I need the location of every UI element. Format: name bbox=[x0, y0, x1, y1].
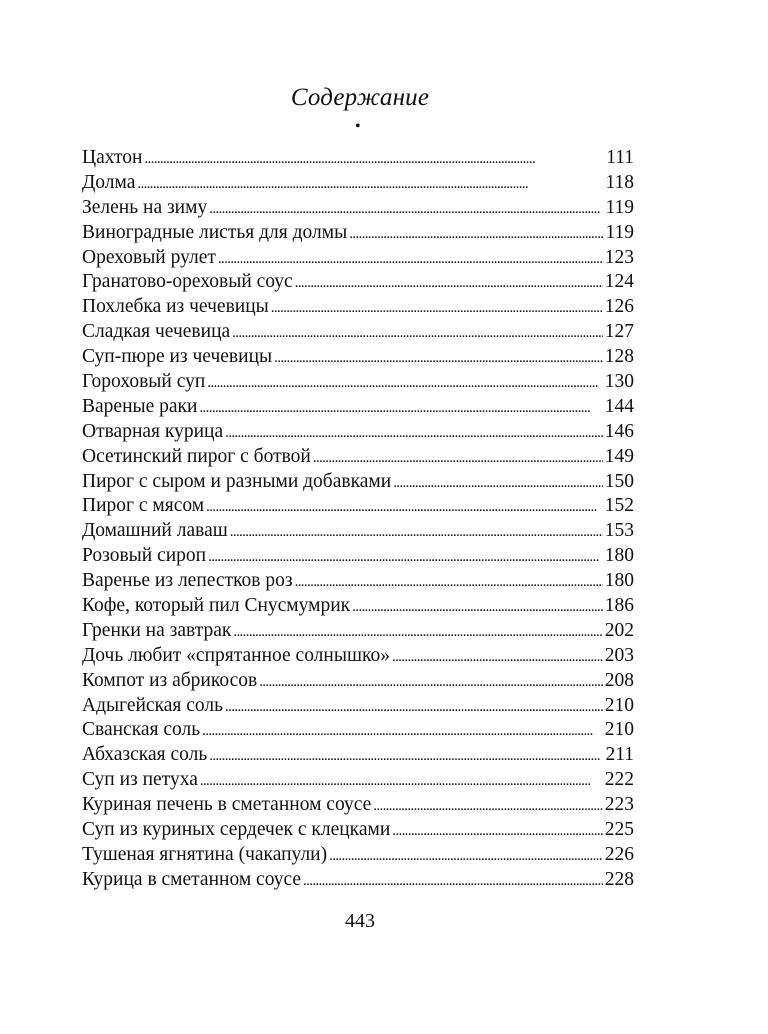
dot-leader bbox=[259, 670, 603, 695]
toc-entry-page: 146 bbox=[604, 420, 634, 442]
toc-entry-title: Ореховый рулет bbox=[82, 246, 216, 268]
page-number: 443 bbox=[345, 910, 375, 932]
dot-leader bbox=[271, 296, 603, 321]
toc-entry bbox=[82, 370, 634, 395]
dot-leader bbox=[218, 247, 603, 272]
toc-entry-title: Сладкая чечевица bbox=[82, 321, 231, 343]
toc-entry-title: Гороховый суп bbox=[82, 371, 206, 393]
dot-leader bbox=[295, 271, 603, 296]
toc-entry-page: 180 bbox=[604, 545, 634, 567]
dot-leader bbox=[392, 819, 602, 844]
toc-entry bbox=[82, 221, 634, 246]
toc-entry bbox=[82, 843, 634, 868]
toc-entry bbox=[82, 768, 634, 793]
toc-entry bbox=[82, 868, 634, 893]
toc-entry-title: Вареные раки bbox=[82, 395, 198, 417]
toc-entry-title: Осетинский пирог с ботвой bbox=[82, 445, 311, 467]
toc-entry bbox=[82, 544, 634, 569]
toc-entry-page: 127 bbox=[604, 321, 634, 343]
toc-entry-page: 203 bbox=[604, 644, 634, 666]
toc-entry bbox=[82, 196, 634, 221]
toc-entry-title: Домашний лаваш bbox=[82, 520, 228, 542]
dot-leader bbox=[209, 744, 603, 769]
toc-entry-page: 186 bbox=[604, 595, 634, 617]
toc-entry-page: 226 bbox=[604, 843, 634, 865]
toc-entry bbox=[82, 345, 634, 370]
dot-leader bbox=[209, 197, 603, 222]
dot-leader bbox=[200, 769, 603, 794]
dot-leader bbox=[199, 396, 602, 421]
toc-entry-title: Дочь любит «спрятанное солнышко» bbox=[82, 644, 390, 666]
toc-entry-title: Виноградные листья для долмы bbox=[82, 221, 348, 243]
toc-entry bbox=[82, 694, 634, 719]
toc-entry-title: Сванская соль bbox=[82, 719, 201, 741]
dot-leader bbox=[207, 371, 602, 396]
toc-entry-page: 180 bbox=[604, 570, 634, 592]
toc-entry bbox=[82, 818, 634, 843]
toc-entry bbox=[82, 743, 634, 768]
toc-entry bbox=[82, 420, 634, 445]
dot-leader bbox=[303, 869, 603, 894]
toc-entry-title: Суп из куриных сердечек с клецками bbox=[82, 819, 391, 841]
toc-entry-page: 211 bbox=[605, 744, 634, 766]
toc-entry-title: Долма bbox=[82, 171, 136, 193]
toc-entry-page: 124 bbox=[604, 271, 634, 293]
dot-leader bbox=[233, 620, 602, 645]
toc-entry-page: 128 bbox=[604, 346, 634, 368]
toc-entry bbox=[82, 519, 634, 544]
dot-leader bbox=[208, 545, 603, 570]
toc-entry-title: Курица в сметанном соусе bbox=[82, 868, 302, 890]
toc-entry-page: 111 bbox=[606, 147, 634, 168]
toc-entry-page: 149 bbox=[604, 445, 634, 467]
toc-entry-title: Цахтон bbox=[82, 147, 143, 168]
toc-entry-title: Зелень на зиму bbox=[82, 196, 208, 218]
title-ornament-bullet: • bbox=[355, 118, 361, 135]
toc-entry-title: Адыгейская соль bbox=[82, 694, 224, 716]
toc-entry bbox=[82, 619, 634, 644]
toc-entry-title: Компот из абрикосов bbox=[82, 669, 258, 691]
toc-entry-title: Пирог с мясом bbox=[82, 495, 205, 517]
toc-entry-page: 223 bbox=[604, 794, 634, 816]
toc-entry bbox=[82, 569, 634, 594]
toc-entry bbox=[82, 270, 634, 295]
toc-entry bbox=[82, 644, 634, 669]
toc-entry-page: 228 bbox=[604, 868, 634, 890]
toc-entry bbox=[82, 470, 634, 495]
toc-entry-title: Куриная печень в сметанном соусе bbox=[82, 794, 372, 816]
toc-entry-page: 152 bbox=[604, 495, 634, 517]
toc-entry-page: 208 bbox=[604, 669, 634, 691]
table-of-contents bbox=[82, 146, 634, 893]
toc-entry-title: Кофе, который пил Снусмумрик bbox=[82, 595, 351, 617]
toc-entry-page: 225 bbox=[604, 819, 634, 841]
toc-entry-title: Розовый сироп bbox=[82, 545, 207, 567]
dot-leader bbox=[329, 844, 603, 869]
dot-leader bbox=[274, 346, 603, 371]
toc-entry bbox=[82, 718, 634, 743]
dot-leader bbox=[349, 222, 603, 247]
toc-entry-title: Тушеная ягнятина (чакапули) bbox=[82, 843, 328, 865]
toc-entry-title: Гранатово-ореховый соус bbox=[82, 271, 293, 293]
toc-entry-page: 118 bbox=[605, 171, 634, 193]
toc-entry-page: 210 bbox=[604, 694, 634, 716]
dot-leader bbox=[313, 446, 603, 471]
toc-entry-page: 119 bbox=[605, 221, 634, 243]
dot-leader bbox=[373, 794, 602, 819]
dot-leader bbox=[295, 570, 603, 595]
dot-leader bbox=[230, 520, 603, 545]
dot-leader bbox=[352, 595, 603, 620]
toc-entry bbox=[82, 445, 634, 470]
toc-entry-title: Гренки на завтрак bbox=[82, 619, 232, 641]
page-title: Содержание bbox=[290, 84, 430, 111]
toc-entry bbox=[82, 295, 634, 320]
dot-leader bbox=[202, 719, 603, 744]
toc-entry-title: Суп-пюре из чечевицы bbox=[82, 346, 273, 368]
toc-entry-title: Абхазская соль bbox=[82, 744, 208, 766]
toc-entry bbox=[82, 146, 634, 171]
toc-entry bbox=[82, 793, 634, 818]
dot-leader bbox=[392, 645, 603, 670]
toc-entry-page: 126 bbox=[604, 296, 634, 318]
toc-entry-page: 210 bbox=[604, 719, 634, 741]
toc-entry bbox=[82, 594, 634, 619]
dot-leader bbox=[232, 321, 603, 346]
toc-entry bbox=[82, 171, 634, 196]
toc-entry bbox=[82, 246, 634, 271]
toc-entry bbox=[82, 494, 634, 519]
toc-entry-page: 153 bbox=[604, 520, 634, 542]
dot-leader bbox=[206, 495, 603, 520]
toc-entry-page: 144 bbox=[604, 395, 634, 417]
toc-entry-page: 222 bbox=[604, 769, 634, 791]
dot-leader bbox=[225, 695, 603, 720]
toc-entry bbox=[82, 395, 634, 420]
dot-leader bbox=[225, 421, 603, 446]
toc-entry-title: Отварная курица bbox=[82, 420, 224, 442]
toc-entry bbox=[82, 320, 634, 345]
toc-entry-title: Похлебка из чечевицы bbox=[82, 296, 269, 318]
dot-leader bbox=[144, 147, 604, 172]
toc-entry-page: 123 bbox=[604, 246, 634, 268]
toc-entry-page: 119 bbox=[605, 196, 634, 218]
toc-entry-page: 130 bbox=[604, 371, 634, 393]
toc-entry-page: 150 bbox=[604, 470, 634, 492]
dot-leader bbox=[393, 471, 603, 496]
toc-entry-title: Варенье из лепестков роз bbox=[82, 570, 293, 592]
dot-leader bbox=[137, 172, 603, 197]
toc-entry-title: Суп из петуха bbox=[82, 769, 198, 791]
toc-entry-page: 202 bbox=[604, 619, 634, 641]
toc-entry bbox=[82, 669, 634, 694]
toc-entry-title: Пирог с сыром и разными добавками bbox=[82, 470, 392, 492]
